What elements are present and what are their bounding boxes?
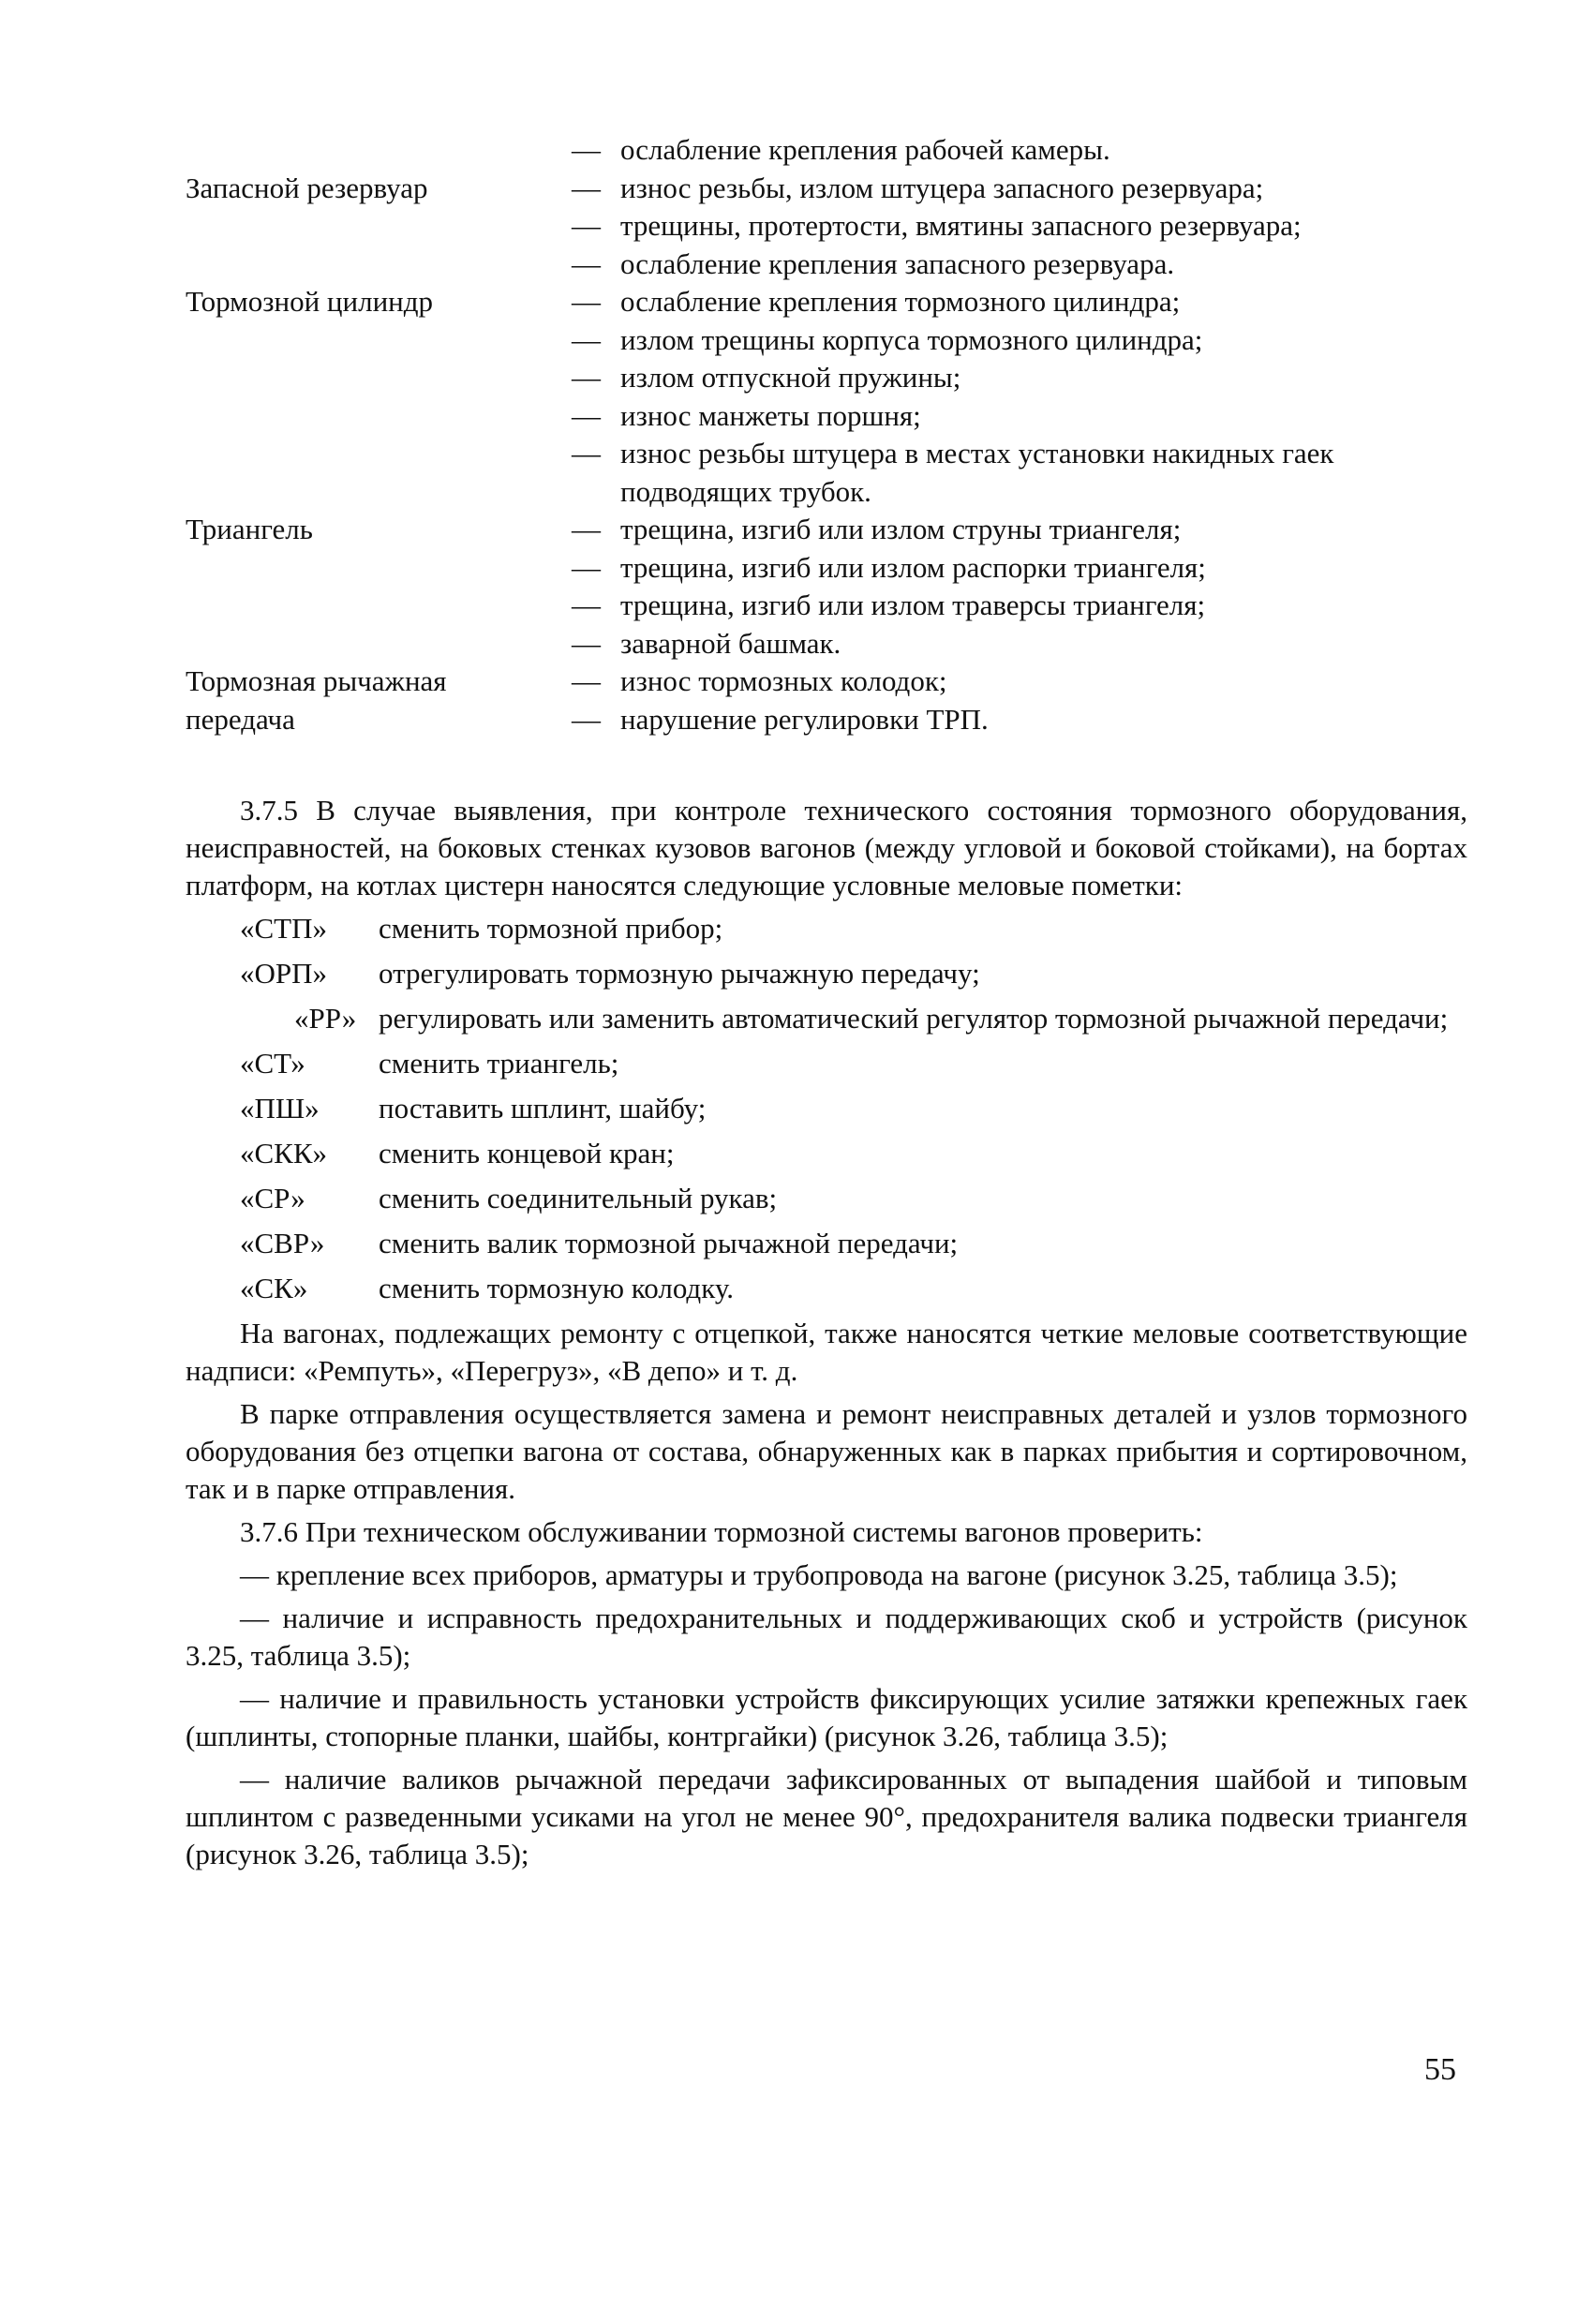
defect-component: Запасной резервуар [186,171,428,204]
chalk-mark [186,910,1467,947]
defect-items [572,283,1479,511]
mark-text: сменить триангель; [379,1047,619,1080]
defect-component: Тормозная рычажная передача [186,664,447,736]
mark-code: «СК» [240,1272,308,1304]
defect-item: — ослабление крепления рабочей камеры. [572,131,1479,170]
defect-row [186,283,1479,511]
mark-text: сменить концевой кран; [379,1137,675,1169]
mark-text: сменить тормозной прибор; [379,912,723,945]
defect-item: — трещина, изгиб или излом распорки триангеля; [572,549,1479,588]
mark-text: сменить валик тормозной рычажной передачи; [379,1227,959,1259]
page-number: 55 [1424,2052,1456,2087]
defect-item: — износ тормозных колодок; [572,663,1479,701]
mark-code: «СТ» [240,1047,305,1080]
defect-items [572,663,1479,738]
defect-item: — нарушение регулировки ТРП. [572,701,1479,739]
paragraph-repair-marks: На вагонах, подлежащих ремонту с отцепкой, также наносятся четкие меловые соответствующие надписи: «Ремпуть», «Перегруз», «В депо» и т. д. [186,1317,1467,1387]
chalk-marks-list [186,910,1467,1307]
chalk-mark [186,1180,1467,1217]
chalk-mark [186,955,1467,992]
defect-item: — износ резьбы, излом штуцера запасного резервуара; [572,170,1479,208]
mark-code: «СКК» [240,1137,328,1169]
defect-items [572,511,1479,663]
paragraph-3-7-6: 3.7.6 При техническом обслуживании тормозной системы вагонов проверить: [240,1515,1203,1548]
defect-row [186,663,1479,738]
defect-item: — ослабление крепления запасного резервуара. [572,246,1479,284]
mark-code: «ОРП» [240,957,328,990]
chalk-mark [186,1225,1467,1262]
mark-code: «СР» [240,1182,305,1214]
defect-item: — износ манжеты поршня; [572,397,1479,436]
paragraph-departure-park: В парке отправления осуществляется замена и ремонт неисправных деталей и узлов тормозного оборудования без отцепки вагона от состава, обнаруженных как в парках прибытия и сортировочном, так и в парке отправления. [186,1397,1467,1505]
mark-code: «СТП» [240,912,327,945]
mark-code: «РР» [294,1002,357,1035]
chalk-mark [186,1135,1467,1172]
mark-text: регулировать или заменить автоматический регулятор тормозной рычажной передачи; [379,1002,1449,1035]
defect-item: — износ резьбы штуцера в местах установки накидных гаек подводящих трубок. [572,435,1479,511]
defect-row [186,170,1479,284]
defect-item: — трещина, изгиб или излом траверсы триангеля; [572,587,1479,625]
document-body [186,792,1467,1879]
check-list [186,1557,1467,1873]
defect-component: Триангель [186,513,313,545]
defect-row [186,131,1479,170]
chalk-mark [186,1045,1467,1082]
defect-component: Тормозной цилиндр [186,285,434,318]
check-item: — наличие и исправность предохранительных и поддерживающих скоб и устройств (рисунок 3.25, таблица 3.5); [186,1601,1467,1672]
chalk-mark [186,1000,1467,1037]
defect-list [186,131,1479,738]
defect-item: — излом отпускной пружины; [572,359,1479,397]
mark-code: «СВР» [240,1227,325,1259]
defect-item: — излом трещины корпуса тормозного цилиндра; [572,321,1479,360]
defect-items [572,170,1479,284]
mark-text: отрегулировать тормозную рычажную передачу; [379,957,980,990]
check-item: — крепление всех приборов, арматуры и трубопровода на вагоне (рисунок 3.25, таблица 3.5); [240,1558,1398,1591]
defect-item: — заварной башмак. [572,625,1479,663]
check-item: — наличие валиков рычажной передачи зафиксированных от выпадения шайбой и типовым шплинтом с разведенными усиками на угол не менее 90°, предохранителя валика подвески триангеля (рисунок 3.26, таблица 3.5); [186,1763,1467,1870]
check-item: — наличие и правильность установки устройств фиксирующих усилие затяжки крепежных гаек (шплинты, стопорные планки, шайбы, контргайки) (рисунок 3.26, таблица 3.5); [186,1682,1467,1752]
mark-text: сменить тормозную колодку. [379,1272,734,1304]
mark-text: сменить соединительный рукав; [379,1182,778,1214]
defect-item: — трещина, изгиб или излом струны триангеля; [572,511,1479,549]
chalk-mark [186,1090,1467,1127]
defect-item: — трещины, протертости, вмятины запасного резервуара; [572,207,1479,246]
mark-code: «ПШ» [240,1092,320,1125]
paragraph-3-7-5: 3.7.5 В случае выявления, при контроле технического состояния тормозного оборудования, неисправностей, на боковых стенках кузовов вагонов (между угловой и боковой стойками), на бортах платформ, на котлах цистерн наносятся следующие условные меловые пометки: [186,794,1467,901]
defect-item: — ослабление крепления тормозного цилиндра; [572,283,1479,321]
defect-row [186,511,1479,663]
chalk-mark [186,1270,1467,1307]
mark-text: поставить шплинт, шайбу; [379,1092,707,1125]
defect-items [572,131,1479,170]
